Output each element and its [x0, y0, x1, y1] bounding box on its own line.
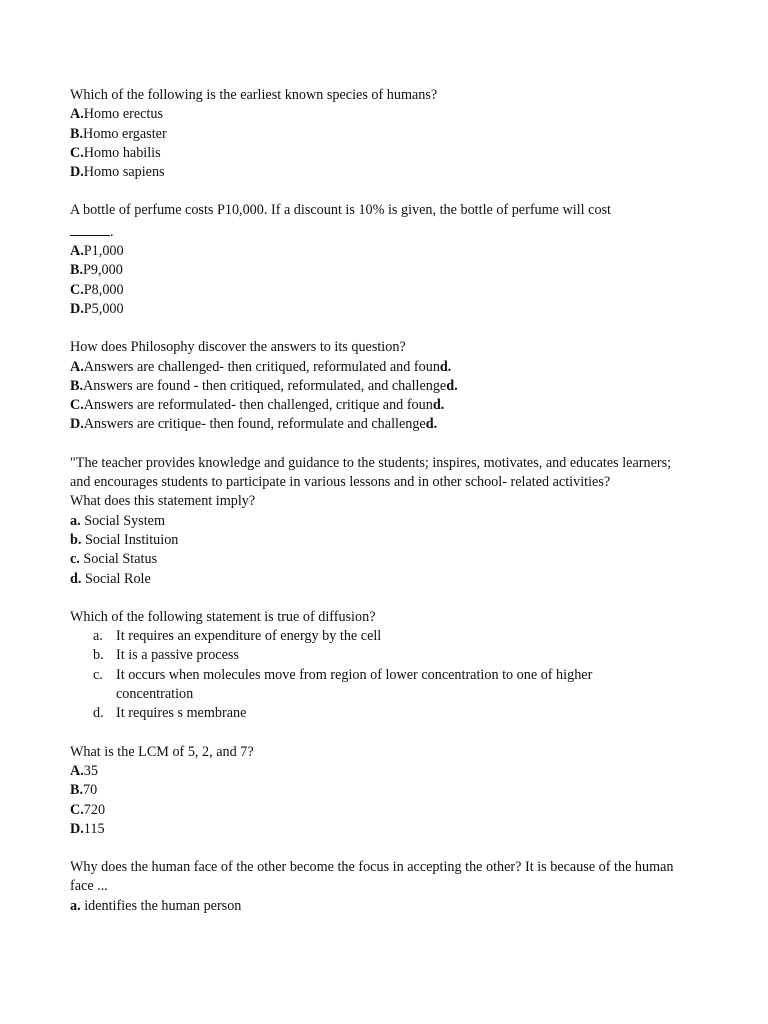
question-prompt: How does Philosophy discover the answers to its question? — [70, 339, 406, 356]
option-c: c. It occurs when molecules move from region of lower concentration to one of higher concentration — [93, 666, 593, 703]
option-b: B.Answers are found - then critiqued, reformulated, and challenged. — [70, 377, 458, 394]
option-a: A.Homo erectus — [70, 106, 163, 123]
option-d: D.Homo sapiens — [70, 164, 165, 181]
question-6 — [70, 743, 710, 839]
question-5 — [70, 608, 710, 724]
question-prompt: What is the LCM of 5, 2, and 7? — [70, 743, 254, 760]
question-subprompt: What does this statement imply? — [70, 493, 256, 510]
option-b: B.70 — [70, 782, 98, 799]
blank-line — [70, 221, 110, 236]
option-b: B.Homo ergaster — [70, 125, 167, 142]
option-c: C.720 — [70, 801, 106, 818]
option-a: A.35 — [70, 762, 98, 779]
option-d: d. Social Role — [70, 570, 151, 587]
question-prompt: A bottle of perfume costs P10,000. If a discount is 10% is given, the bottle of perfume will cost — [70, 202, 612, 219]
option-d: d. It requires s membrane — [93, 705, 247, 722]
option-b: b. Social Instituion — [70, 531, 179, 548]
option-c: C.Answers are reformulated- then challenged, critique and found. — [70, 397, 445, 414]
option-c: C.P8,000 — [70, 281, 124, 298]
question-prompt: Which of the following is the earliest known species of humans? — [70, 87, 438, 103]
option-a: A.Answers are challenged- then critiqued, reformulated and found. — [70, 358, 452, 375]
question-2 — [70, 201, 710, 319]
option-a: a. It requires an expenditure of energy by the cell — [93, 628, 382, 645]
option-a: a. Social System — [70, 512, 165, 529]
option-d: D.P5,000 — [70, 300, 124, 317]
option-b: B.P9,000 — [70, 262, 123, 279]
question-4 — [70, 454, 710, 589]
option-a: a. identifies the human person — [70, 897, 242, 914]
option-c: c. Social Status — [70, 551, 158, 568]
option-d: D.115 — [70, 820, 105, 837]
document-page — [70, 86, 710, 916]
question-prompt: "The teacher provides knowledge and guidance to the students; inspires, motivates, and educates learners; and encourages students to participate in various lessons and in other school- related activities? — [70, 454, 672, 491]
question-7 — [70, 858, 710, 916]
question-3 — [70, 338, 710, 434]
option-d: D.Answers are critique- then found, reformulate and challenged. — [70, 416, 438, 433]
question-prompt: Which of the following statement is true of diffusion? — [70, 608, 376, 625]
option-b: b. It is a passive process — [93, 647, 239, 664]
option-c: C.Homo habilis — [70, 144, 161, 161]
question-prompt: Why does the human face of the other become the focus in accepting the other? It is because of the human face ... — [70, 859, 674, 895]
answer-blank: . — [70, 221, 710, 242]
option-a: A.P1,000 — [70, 243, 124, 260]
question-1 — [70, 86, 710, 182]
